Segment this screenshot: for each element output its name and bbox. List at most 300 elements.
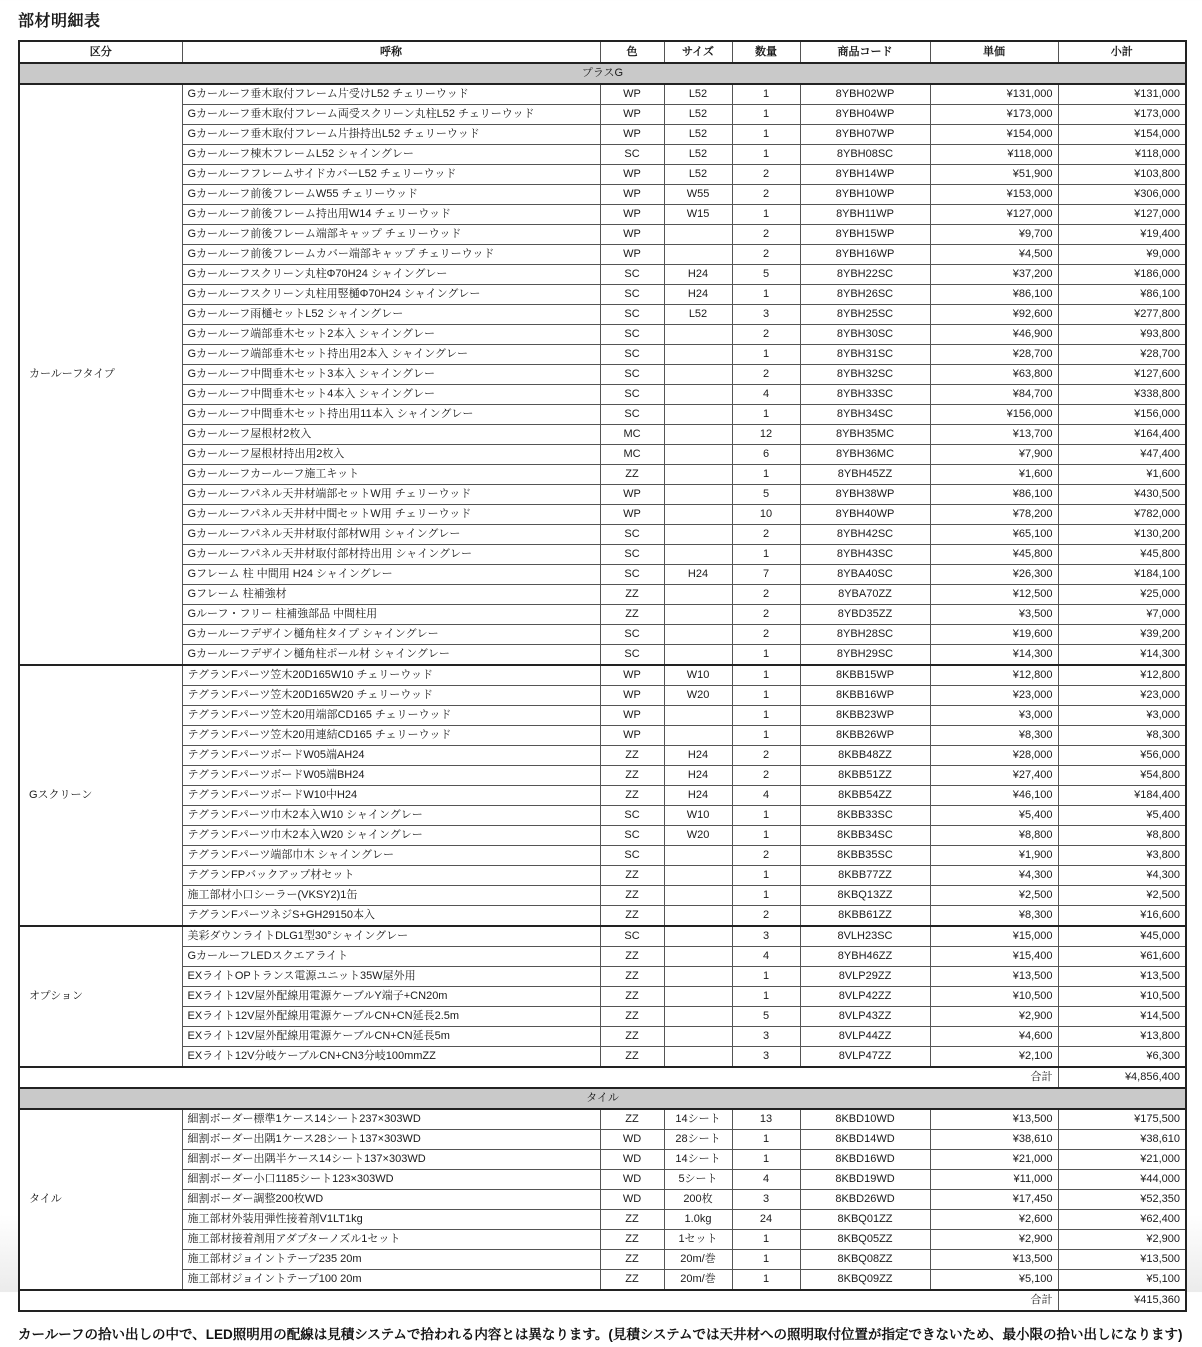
size-cell: L52 [664,145,732,165]
table-row [19,1047,1186,1068]
table-row [19,285,1186,305]
size-cell: 14シート [664,1150,732,1170]
table-row [19,1190,1186,1210]
unit-price-cell: ¥65,100 [930,525,1058,545]
item-name-cell: 施工部材ジョイントテープ235 20m [182,1250,600,1270]
product-code-cell: 8YBH22SC [800,265,930,285]
quantity-cell: 3 [732,305,800,325]
product-code-cell: 8KBB77ZZ [800,866,930,886]
unit-price-cell: ¥118,000 [930,145,1058,165]
subtotal-cell: ¥175,500 [1058,1109,1186,1130]
color-cell: ZZ [600,746,664,766]
item-name-cell: Gカールーフスクリーン丸柱Φ70H24 シャイングレー [182,265,600,285]
color-cell: WP [600,205,664,225]
table-row [19,987,1186,1007]
color-cell: WP [600,706,664,726]
subtotal-cell: ¥164,400 [1058,425,1186,445]
product-code-cell: 8YBH29SC [800,645,930,666]
product-code-cell: 8KBB48ZZ [800,746,930,766]
item-name-cell: Gカールーフカールーフ施工キット [182,465,600,485]
section-total-row [19,1290,1186,1311]
color-cell: WD [600,1190,664,1210]
color-cell: ZZ [600,585,664,605]
product-code-cell: 8VLP42ZZ [800,987,930,1007]
item-name-cell: Gカールーフパネル天井材中間セットW用 チェリーウッド [182,505,600,525]
unit-price-cell: ¥153,000 [930,185,1058,205]
subtotal-cell: ¥13,800 [1058,1027,1186,1047]
table-row [19,967,1186,987]
quantity-cell: 3 [732,1190,800,1210]
unit-price-cell: ¥10,500 [930,987,1058,1007]
product-code-cell: 8KBD14WD [800,1130,930,1150]
product-code-cell: 8YBH15WP [800,225,930,245]
subtotal-cell: ¥131,000 [1058,84,1186,105]
footer-note: カールーフの拾い出しの中で、LED照明用の配線は見積システムで拾われる内容とは異なります。(見積システムでは天井材への照明取付位置が指定できないため、最小限の拾い出しになります) [18,1327,1183,1342]
color-cell: SC [600,625,664,645]
unit-price-cell: ¥2,600 [930,1210,1058,1230]
size-cell [664,1047,732,1068]
size-cell [664,465,732,485]
item-name-cell: テグランFパーツ巾木2本入W20 シャイングレー [182,826,600,846]
quantity-cell: 2 [732,906,800,927]
quantity-cell: 2 [732,625,800,645]
color-cell: WP [600,726,664,746]
quantity-cell: 1 [732,1230,800,1250]
unit-price-cell: ¥4,500 [930,245,1058,265]
item-name-cell: Gカールーフ垂木取付フレーム両受スクリーン丸柱L52 チェリーウッド [182,105,600,125]
item-name-cell: EXライト12V屋外配線用電源ケーブルCN+CN延長2.5m [182,1007,600,1027]
unit-price-cell: ¥11,000 [930,1170,1058,1190]
color-cell: ZZ [600,605,664,625]
size-cell: 200枚 [664,1190,732,1210]
color-cell: SC [600,325,664,345]
item-name-cell: 施工部材小口シーラー(VKSY2)1缶 [182,886,600,906]
product-code-cell: 8VLP44ZZ [800,1027,930,1047]
item-name-cell: 美彩ダウンライトDLG1型30°シャイングレー [182,926,600,947]
subtotal-cell: ¥4,300 [1058,866,1186,886]
product-code-cell: 8YBH11WP [800,205,930,225]
quantity-cell: 1 [732,967,800,987]
color-cell: SC [600,365,664,385]
quantity-cell: 1 [732,285,800,305]
unit-price-cell: ¥28,700 [930,345,1058,365]
size-cell [664,545,732,565]
subtotal-cell: ¥62,400 [1058,1210,1186,1230]
table-row [19,505,1186,525]
quantity-cell: 2 [732,185,800,205]
product-code-cell: 8YBH08SC [800,145,930,165]
size-cell: 5シート [664,1170,732,1190]
quantity-cell: 1 [732,1250,800,1270]
subtotal-cell: ¥306,000 [1058,185,1186,205]
size-cell [664,726,732,746]
color-cell: ZZ [600,465,664,485]
col-header-quantity: 数量 [732,41,800,63]
product-code-cell: 8YBH25SC [800,305,930,325]
quantity-cell: 1 [732,706,800,726]
size-cell: H24 [664,786,732,806]
quantity-cell: 2 [732,846,800,866]
unit-price-cell: ¥19,600 [930,625,1058,645]
subtotal-cell: ¥16,600 [1058,906,1186,927]
unit-price-cell: ¥92,600 [930,305,1058,325]
subtotal-cell: ¥3,000 [1058,706,1186,726]
subtotal-cell: ¥154,000 [1058,125,1186,145]
subtotal-cell: ¥2,900 [1058,1230,1186,1250]
unit-price-cell: ¥154,000 [930,125,1058,145]
section-band-row [19,63,1186,84]
product-code-cell: 8KBB61ZZ [800,906,930,927]
color-cell: MC [600,425,664,445]
parts-detail-table [18,40,1187,1312]
unit-price-cell: ¥17,450 [930,1190,1058,1210]
subtotal-cell: ¥28,700 [1058,345,1186,365]
product-code-cell: 8YBH31SC [800,345,930,365]
unit-price-cell: ¥12,500 [930,585,1058,605]
quantity-cell: 1 [732,105,800,125]
section-band-row [19,1088,1186,1109]
total-value-cell: ¥4,856,400 [1058,1067,1186,1088]
item-name-cell: テグランFパーツ笠木20用連結CD165 チェリーウッド [182,726,600,746]
subtotal-cell: ¥103,800 [1058,165,1186,185]
size-cell [664,485,732,505]
table-row [19,405,1186,425]
color-cell: ZZ [600,886,664,906]
color-cell: SC [600,545,664,565]
section-band-label: タイル [19,1088,1186,1109]
size-cell: W55 [664,185,732,205]
product-code-cell: 8KBB51ZZ [800,766,930,786]
quantity-cell: 24 [732,1210,800,1230]
quantity-cell: 1 [732,686,800,706]
size-cell [664,365,732,385]
color-cell: SC [600,926,664,947]
size-cell: 1セット [664,1230,732,1250]
item-name-cell: テグランFPバックアップ材セット [182,866,600,886]
unit-price-cell: ¥156,000 [930,405,1058,425]
unit-price-cell: ¥45,800 [930,545,1058,565]
subtotal-cell: ¥1,600 [1058,465,1186,485]
quantity-cell: 3 [732,1027,800,1047]
table-row [19,706,1186,726]
table-row [19,125,1186,145]
item-name-cell: Gカールーフ垂木取付フレーム片受けL52 チェリーウッド [182,84,600,105]
unit-price-cell: ¥23,000 [930,686,1058,706]
table-header-row [19,41,1186,63]
unit-price-cell: ¥131,000 [930,84,1058,105]
table-row [19,726,1186,746]
item-name-cell: 細割ボーダー小口1185シート123×303WD [182,1170,600,1190]
subtotal-cell: ¥25,000 [1058,585,1186,605]
table-row [19,766,1186,786]
product-code-cell: 8KBQ08ZZ [800,1250,930,1270]
item-name-cell: Gカールーフ中間垂木セット3本入 シャイングレー [182,365,600,385]
unit-price-cell: ¥1,600 [930,465,1058,485]
product-code-cell: 8YBH40WP [800,505,930,525]
subtotal-cell: ¥47,400 [1058,445,1186,465]
quantity-cell: 2 [732,746,800,766]
table-row [19,846,1186,866]
color-cell: WP [600,84,664,105]
item-name-cell: 細割ボーダー出隅1ケース28シート137×303WD [182,1130,600,1150]
unit-price-cell: ¥2,100 [930,1047,1058,1068]
unit-price-cell: ¥51,900 [930,165,1058,185]
quantity-cell: 1 [732,545,800,565]
size-cell: W10 [664,806,732,826]
unit-price-cell: ¥14,300 [930,645,1058,666]
item-name-cell: Gカールーフ前後フレーム持出用W14 チェリーウッド [182,205,600,225]
table-row [19,585,1186,605]
color-cell: ZZ [600,866,664,886]
quantity-cell: 1 [732,405,800,425]
item-name-cell: テグランFパーツ笠木20用端部CD165 チェリーウッド [182,706,600,726]
quantity-cell: 2 [732,245,800,265]
color-cell: ZZ [600,906,664,927]
color-cell: ZZ [600,1109,664,1130]
product-code-cell: 8YBH35MC [800,425,930,445]
item-name-cell: Gフレーム 柱 中間用 H24 シャイングレー [182,565,600,585]
product-code-cell: 8KBD10WD [800,1109,930,1130]
table-row [19,645,1186,666]
table-row [19,886,1186,906]
product-code-cell: 8YBH36MC [800,445,930,465]
unit-price-cell: ¥84,700 [930,385,1058,405]
subtotal-cell: ¥21,000 [1058,1150,1186,1170]
item-name-cell: テグランFパーツボードW05端BH24 [182,766,600,786]
color-cell: WD [600,1170,664,1190]
table-row [19,165,1186,185]
item-name-cell: テグランFパーツボードW10中H24 [182,786,600,806]
table-row [19,1130,1186,1150]
quantity-cell: 1 [732,84,800,105]
product-code-cell: 8YBH10WP [800,185,930,205]
quantity-cell: 2 [732,365,800,385]
subtotal-cell: ¥7,000 [1058,605,1186,625]
quantity-cell: 1 [732,987,800,1007]
total-label-cell: 合計 [19,1290,1058,1311]
unit-price-cell: ¥3,500 [930,605,1058,625]
item-name-cell: Gカールーフ端部垂木セット2本入 シャイングレー [182,325,600,345]
size-cell: H24 [664,746,732,766]
table-row [19,786,1186,806]
col-header-color: 色 [600,41,664,63]
table-row [19,485,1186,505]
subtotal-cell: ¥338,800 [1058,385,1186,405]
page-title: 部材明細表 [18,13,101,30]
unit-price-cell: ¥2,900 [930,1230,1058,1250]
quantity-cell: 3 [732,926,800,947]
table-row [19,305,1186,325]
subtotal-cell: ¥118,000 [1058,145,1186,165]
size-cell [664,245,732,265]
subtotal-cell: ¥186,000 [1058,265,1186,285]
subtotal-cell: ¥23,000 [1058,686,1186,706]
unit-price-cell: ¥86,100 [930,485,1058,505]
subtotal-cell: ¥39,200 [1058,625,1186,645]
product-code-cell: 8YBH43SC [800,545,930,565]
size-cell [664,525,732,545]
product-code-cell: 8YBH33SC [800,385,930,405]
col-header-category: 区分 [19,41,182,63]
unit-price-cell: ¥46,100 [930,786,1058,806]
size-cell [664,906,732,927]
table-row [19,445,1186,465]
item-name-cell: テグランFパーツネジS+GH29150本入 [182,906,600,927]
subtotal-cell: ¥782,000 [1058,505,1186,525]
quantity-cell: 4 [732,786,800,806]
item-name-cell: Gカールーフ前後フレームカバー端部キャップ チェリーウッド [182,245,600,265]
product-code-cell: 8KBB23WP [800,706,930,726]
item-name-cell: テグランFパーツ笠木20D165W10 チェリーウッド [182,665,600,686]
product-code-cell: 8YBH28SC [800,625,930,645]
table-row [19,1109,1186,1130]
color-cell: MC [600,445,664,465]
subtotal-cell: ¥156,000 [1058,405,1186,425]
item-name-cell: Gカールーフ中間垂木セット4本入 シャイングレー [182,385,600,405]
section-band-label: プラスG [19,63,1186,84]
quantity-cell: 5 [732,1007,800,1027]
quantity-cell: 2 [732,165,800,185]
color-cell: WD [600,1130,664,1150]
product-code-cell: 8KBB34SC [800,826,930,846]
table-row [19,265,1186,285]
product-code-cell: 8KBQ01ZZ [800,1210,930,1230]
col-header-size: サイズ [664,41,732,63]
subtotal-cell: ¥277,800 [1058,305,1186,325]
product-code-cell: 8YBH26SC [800,285,930,305]
color-cell: WP [600,686,664,706]
product-code-cell: 8KBB15WP [800,665,930,686]
table-row [19,625,1186,645]
table-row [19,1270,1186,1291]
color-cell: SC [600,525,664,545]
color-cell: SC [600,345,664,365]
size-cell [664,385,732,405]
color-cell: SC [600,305,664,325]
product-code-cell: 8YBH45ZZ [800,465,930,485]
product-code-cell: 8VLP29ZZ [800,967,930,987]
table-row [19,245,1186,265]
quantity-cell: 2 [732,766,800,786]
table-row [19,185,1186,205]
unit-price-cell: ¥15,400 [930,947,1058,967]
product-code-cell: 8YBH42SC [800,525,930,545]
table-row [19,947,1186,967]
size-cell [664,405,732,425]
quantity-cell: 1 [732,645,800,666]
size-cell: H24 [664,265,732,285]
quantity-cell: 1 [732,886,800,906]
size-cell: 20m/巻 [664,1250,732,1270]
table-row [19,565,1186,585]
table-row [19,605,1186,625]
color-cell: ZZ [600,1047,664,1068]
total-label-cell: 合計 [19,1067,1058,1088]
subtotal-cell: ¥61,600 [1058,947,1186,967]
color-cell: SC [600,846,664,866]
subtotal-cell: ¥93,800 [1058,325,1186,345]
color-cell: WP [600,485,664,505]
item-name-cell: Gカールーフ雨樋セットL52 シャイングレー [182,305,600,325]
product-code-cell: 8YBH16WP [800,245,930,265]
color-cell: ZZ [600,947,664,967]
unit-price-cell: ¥5,100 [930,1270,1058,1291]
item-name-cell: EXライトOPトランス電源ユニット35W屋外用 [182,967,600,987]
subtotal-cell: ¥5,400 [1058,806,1186,826]
unit-price-cell: ¥27,400 [930,766,1058,786]
item-name-cell: Gカールーフ前後フレームW55 チェリーウッド [182,185,600,205]
size-cell [664,1007,732,1027]
quantity-cell: 1 [732,866,800,886]
item-name-cell: Gカールーフ屋根材持出用2枚入 [182,445,600,465]
color-cell: WP [600,125,664,145]
table-row [19,105,1186,125]
subtotal-cell: ¥130,200 [1058,525,1186,545]
product-code-cell: 8VLH23SC [800,926,930,947]
table-row [19,145,1186,165]
item-name-cell: Gカールーフスクリーン丸柱用竪樋Φ70H24 シャイングレー [182,285,600,305]
size-cell: H24 [664,285,732,305]
size-cell [664,225,732,245]
color-cell: ZZ [600,1027,664,1047]
product-code-cell: 8KBB54ZZ [800,786,930,806]
subtotal-cell: ¥173,000 [1058,105,1186,125]
color-cell: WP [600,245,664,265]
quantity-cell: 2 [732,525,800,545]
subtotal-cell: ¥3,800 [1058,846,1186,866]
size-cell: L52 [664,165,732,185]
subtotal-cell: ¥12,800 [1058,665,1186,686]
unit-price-cell: ¥13,500 [930,1250,1058,1270]
item-name-cell: 施工部材外装用弾性接着剤V1LT1kg [182,1210,600,1230]
color-cell: SC [600,385,664,405]
unit-price-cell: ¥3,000 [930,706,1058,726]
subtotal-cell: ¥14,500 [1058,1007,1186,1027]
product-code-cell: 8YBH34SC [800,405,930,425]
subtotal-cell: ¥13,500 [1058,1250,1186,1270]
table-row [19,525,1186,545]
color-cell: WD [600,1150,664,1170]
subtotal-cell: ¥56,000 [1058,746,1186,766]
unit-price-cell: ¥26,300 [930,565,1058,585]
size-cell [664,605,732,625]
quantity-cell: 1 [732,665,800,686]
product-code-cell: 8YBH30SC [800,325,930,345]
product-code-cell: 8YBH14WP [800,165,930,185]
unit-price-cell: ¥127,000 [930,205,1058,225]
size-cell: 14シート [664,1109,732,1130]
subtotal-cell: ¥127,000 [1058,205,1186,225]
quantity-cell: 1 [732,1130,800,1150]
subtotal-cell: ¥45,800 [1058,545,1186,565]
subtotal-cell: ¥8,800 [1058,826,1186,846]
table-row [19,906,1186,927]
color-cell: ZZ [600,1230,664,1250]
item-name-cell: Gカールーフ棟木フレームL52 シャイングレー [182,145,600,165]
total-value-cell: ¥415,360 [1058,1290,1186,1311]
table-row [19,1250,1186,1270]
unit-price-cell: ¥63,800 [930,365,1058,385]
item-name-cell: GカールーフLEDスクエアライト [182,947,600,967]
color-cell: ZZ [600,1270,664,1291]
product-code-cell: 8KBD19WD [800,1170,930,1190]
quantity-cell: 10 [732,505,800,525]
color-cell: SC [600,265,664,285]
color-cell: SC [600,565,664,585]
unit-price-cell: ¥86,100 [930,285,1058,305]
subtotal-cell: ¥19,400 [1058,225,1186,245]
table-row [19,385,1186,405]
